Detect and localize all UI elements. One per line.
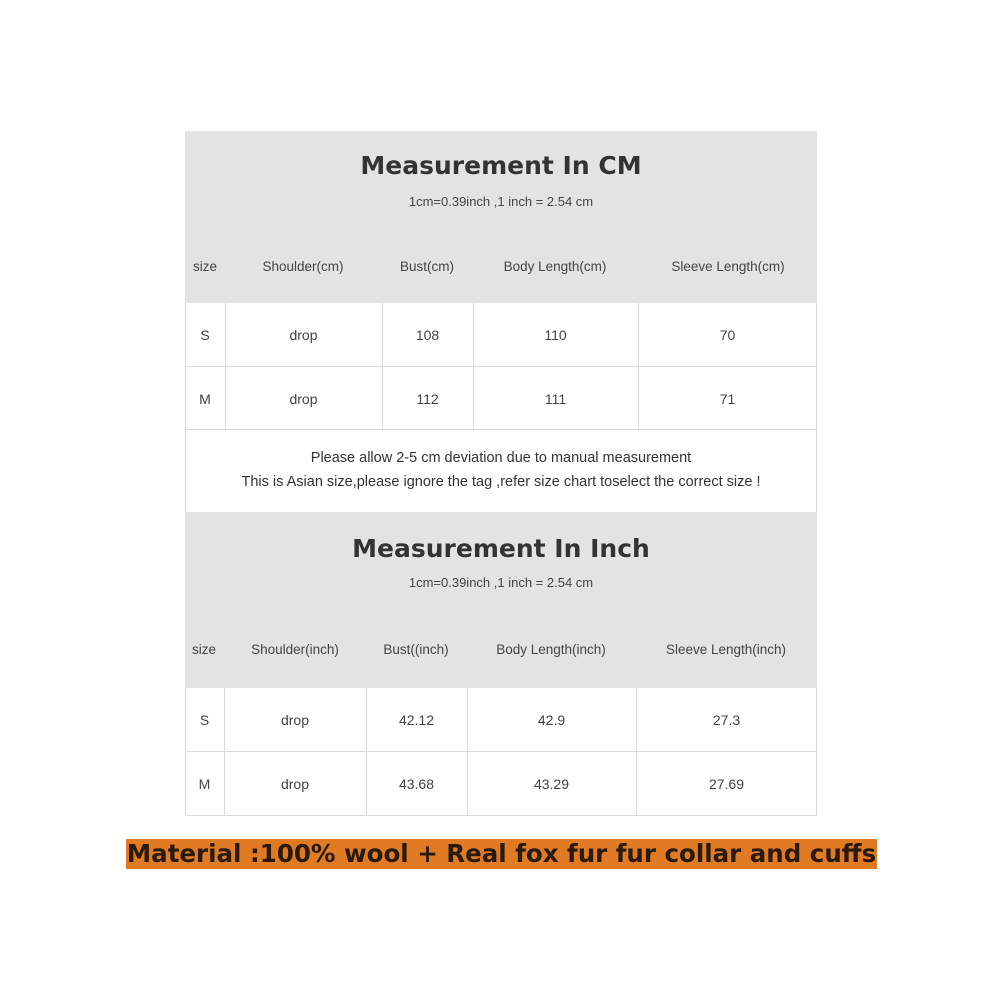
cm-header-bust: Bust(cm)	[400, 259, 454, 274]
cm-table-body	[185, 303, 817, 430]
inch-header-body-length: Body Length(inch)	[496, 642, 606, 657]
grid-line	[185, 815, 817, 816]
cm-cell-body-length: 110	[544, 327, 567, 343]
inch-header-bust: Bust((inch)	[383, 642, 449, 657]
grid-line	[467, 688, 468, 816]
size-chart	[185, 131, 817, 816]
asian-size-note: This is Asian size,please ignore the tag ,refer size chart toselect the correct size !	[241, 474, 761, 490]
cm-cell-body-length: 111	[544, 391, 567, 407]
cm-section	[185, 131, 817, 430]
cm-header-shoulder: Shoulder(cm)	[262, 259, 344, 274]
material-banner: Material :100% wool + Real fox fur fur collar and cuffs	[126, 839, 877, 868]
table-row	[185, 688, 817, 752]
cm-title: Measurement In CM	[360, 151, 642, 180]
cm-cell-size: M	[199, 391, 211, 407]
cm-cell-shoulder: drop	[289, 391, 318, 407]
inch-cell-sleeve-length: 27.69	[708, 776, 745, 792]
table-row	[185, 303, 817, 367]
grid-line	[816, 688, 817, 816]
inch-cell-sleeve-length: 27.3	[712, 712, 741, 728]
inch-cell-shoulder: drop	[280, 776, 310, 792]
inch-cell-size: S	[199, 712, 210, 728]
grid-line	[185, 751, 817, 752]
inch-title: Measurement In Inch	[352, 534, 650, 563]
inch-table-body	[185, 688, 817, 816]
cm-cell-bust: 108	[415, 327, 440, 343]
inch-section	[185, 512, 817, 816]
grid-line	[816, 303, 817, 430]
cm-cell-shoulder: drop	[289, 327, 318, 343]
inch-cell-bust: 42.12	[398, 712, 435, 728]
cm-cell-sleeve-length: 71	[719, 391, 736, 407]
grid-line	[636, 688, 637, 816]
cm-header-size: size	[192, 259, 218, 274]
inch-cell-size: M	[198, 776, 211, 792]
inch-header-sleeve-length: Sleeve Length(inch)	[665, 642, 787, 657]
notes-section	[185, 430, 817, 512]
inch-cell-shoulder: drop	[280, 712, 310, 728]
cm-header-body-length: Body Length(cm)	[503, 259, 607, 274]
cm-conversion-note: 1cm=0.39inch ,1 inch = 2.54 cm	[408, 194, 594, 209]
grid-line	[224, 688, 225, 816]
table-row	[185, 752, 817, 816]
grid-line	[185, 688, 186, 816]
grid-line	[185, 303, 186, 430]
cm-cell-sleeve-length: 70	[719, 327, 736, 343]
inch-cell-bust: 43.68	[398, 776, 435, 792]
grid-line	[366, 688, 367, 816]
grid-line	[185, 366, 817, 367]
table-row	[185, 367, 817, 431]
inch-header-size: size	[191, 642, 217, 657]
inch-conversion-note: 1cm=0.39inch ,1 inch = 2.54 cm	[408, 575, 594, 590]
deviation-notes	[185, 446, 817, 494]
cm-header-sleeve-length: Sleeve Length(cm)	[671, 259, 785, 274]
inch-cell-body-length: 43.29	[533, 776, 570, 792]
cm-cell-size: S	[200, 327, 210, 343]
cm-cell-bust: 112	[416, 391, 439, 407]
deviation-note: Please allow 2-5 cm deviation due to manual measurement	[310, 450, 692, 466]
inch-cell-body-length: 42.9	[537, 712, 566, 728]
inch-header-shoulder: Shoulder(inch)	[251, 642, 339, 657]
